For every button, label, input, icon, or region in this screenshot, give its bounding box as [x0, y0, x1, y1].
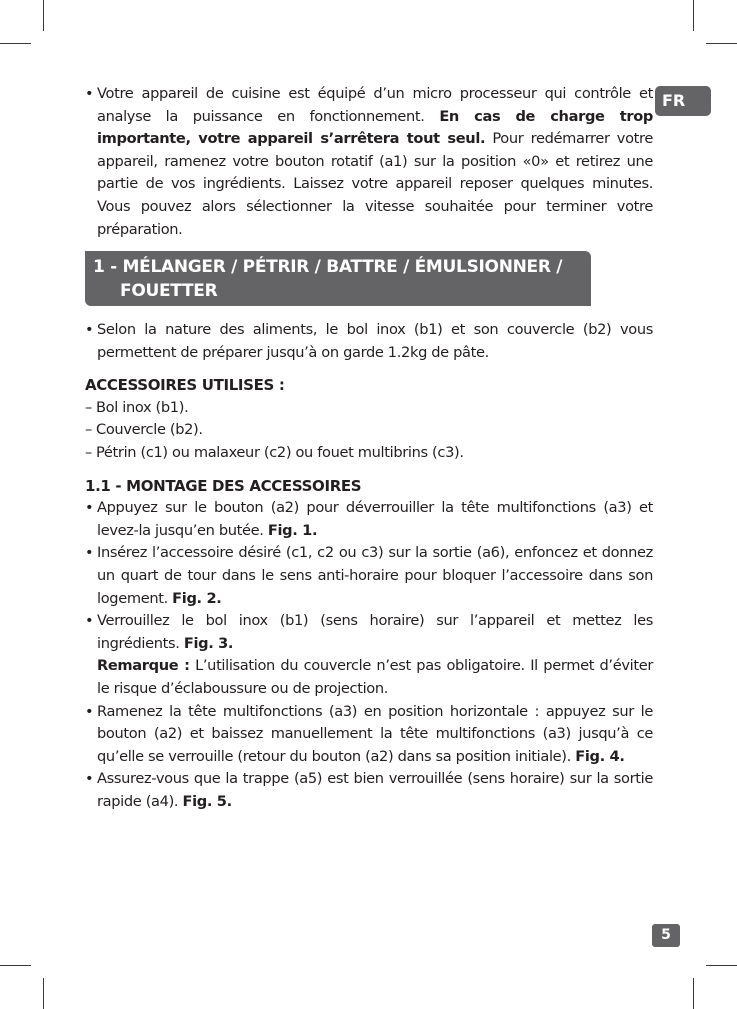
note-label: Remarque :	[97, 657, 190, 675]
section-header	[85, 251, 591, 306]
intro-text-part2: Pour redémarrer votre appareil, ramenez votre bouton rotatif (a1) sur la position «0» et retirez une partie de vos ingrédients. Laissez votre appareil reposer quelques minutes. Vous pouvez alors sélectionner la vitesse souhaitée pour terminer votre préparation.	[97, 130, 653, 238]
crop-mark-bottom-right-vertical	[693, 978, 694, 1009]
accessory-item	[85, 442, 653, 465]
bullet-icon: •	[85, 499, 94, 517]
figure-reference: Fig. 5.	[182, 792, 232, 810]
step-bullet	[85, 701, 653, 769]
accessory-item	[85, 397, 653, 420]
intro-warning-bold: En cas de charge trop importante, votre appareil s’arrêtera tout seul.	[97, 107, 653, 148]
dash-icon: –	[85, 398, 92, 416]
step-bullet	[85, 610, 653, 700]
section-body	[85, 319, 653, 813]
crop-mark-top-right-vertical	[693, 0, 694, 31]
intro-bullet	[85, 83, 653, 241]
step-bullet	[85, 497, 653, 542]
step-bullet	[85, 542, 653, 610]
section-title-line1: 1 - MÉLANGER / PÉTRIR / BATTRE / ÉMULSIONNER /	[93, 257, 563, 277]
accessories-heading: ACCESSOIRES UTILISES :	[85, 376, 285, 395]
figure-reference: Fig. 4.	[575, 747, 625, 765]
figure-reference: Fig. 1.	[267, 521, 318, 539]
bullet-icon: •	[85, 321, 94, 338]
accessory-item-text: Pétrin (c1) ou malaxeur (c2) ou fouet multibrins (c3).	[96, 443, 464, 461]
crop-mark-top-left-horizontal	[0, 43, 31, 44]
bullet-icon: •	[85, 612, 94, 630]
crop-mark-top-right-horizontal	[706, 43, 737, 44]
page-number: 5	[652, 924, 680, 947]
bullet-icon: •	[85, 702, 94, 720]
language-tab: FR	[655, 86, 711, 116]
dash-icon: –	[85, 421, 92, 439]
dash-icon: –	[85, 443, 92, 461]
accessory-item	[85, 419, 653, 442]
step-text: Assurez-vous que la trappe (a5) est bien verrouillée (sens horaire) sur la sortie rapide (a4).	[97, 770, 653, 810]
accessory-item-text: Couvercle (b2).	[96, 421, 203, 439]
figure-reference: Fig. 3.	[183, 634, 234, 652]
crop-mark-bottom-left-horizontal	[0, 965, 31, 966]
intro-text-part1: Votre appareil de cuisine est équipé d’un micro processeur qui contrôle et analyse la puissance en fonctionnement.	[97, 85, 653, 125]
bullet-icon: •	[85, 544, 94, 562]
crop-mark-bottom-left-vertical	[43, 978, 44, 1009]
note-text: L’utilisation du couvercle n’est pas obligatoire. Il permet d’éviter le risque d’éclaboussure ou de projection.	[97, 657, 653, 697]
crop-mark-bottom-right-horizontal	[706, 965, 737, 966]
crop-mark-top-left-vertical	[43, 0, 44, 31]
intro-section	[85, 83, 653, 241]
bullet-icon: •	[85, 770, 94, 788]
section-title-line2: FOUETTER	[120, 281, 218, 301]
step-text: Ramenez la tête multifonctions (a3) en position horizontale : appuyez sur le bouton (a2) et baissez manuellement la tête multifonctions (a3) jusqu’à ce qu’elle se verrouille (retour du bouton (a2) dans sa position initiale).	[97, 702, 653, 765]
step-text: Verrouillez le bol inox (b1) (sens horaire) sur l’appareil et mettez les ingrédients.	[97, 612, 653, 652]
step-text: Appuyez sur le bouton (a2) pour déverrouiller la tête multifonctions (a3) et levez-la jusqu’en butée.	[97, 499, 653, 539]
step-bullet	[85, 768, 653, 813]
capacity-text: Selon la nature des aliments, le bol inox (b1) et son couvercle (b2) vous permettent de préparer jusqu’à on garde 1.2kg de pâte.	[97, 321, 653, 361]
bullet-icon: •	[85, 85, 94, 102]
step-text: Insérez l’accessoire désiré (c1, c2 ou c3) sur la sortie (a6), enfoncez et donnez un quart de tour dans le sens anti-horaire pour bloquer l’accessoire dans son logement.	[97, 544, 653, 607]
figure-reference: Fig. 2.	[172, 589, 222, 607]
subsection-heading: 1.1 - MONTAGE DES ACCESSOIRES	[85, 476, 362, 495]
capacity-bullet	[85, 319, 653, 364]
accessory-item-text: Bol inox (b1).	[96, 398, 189, 416]
